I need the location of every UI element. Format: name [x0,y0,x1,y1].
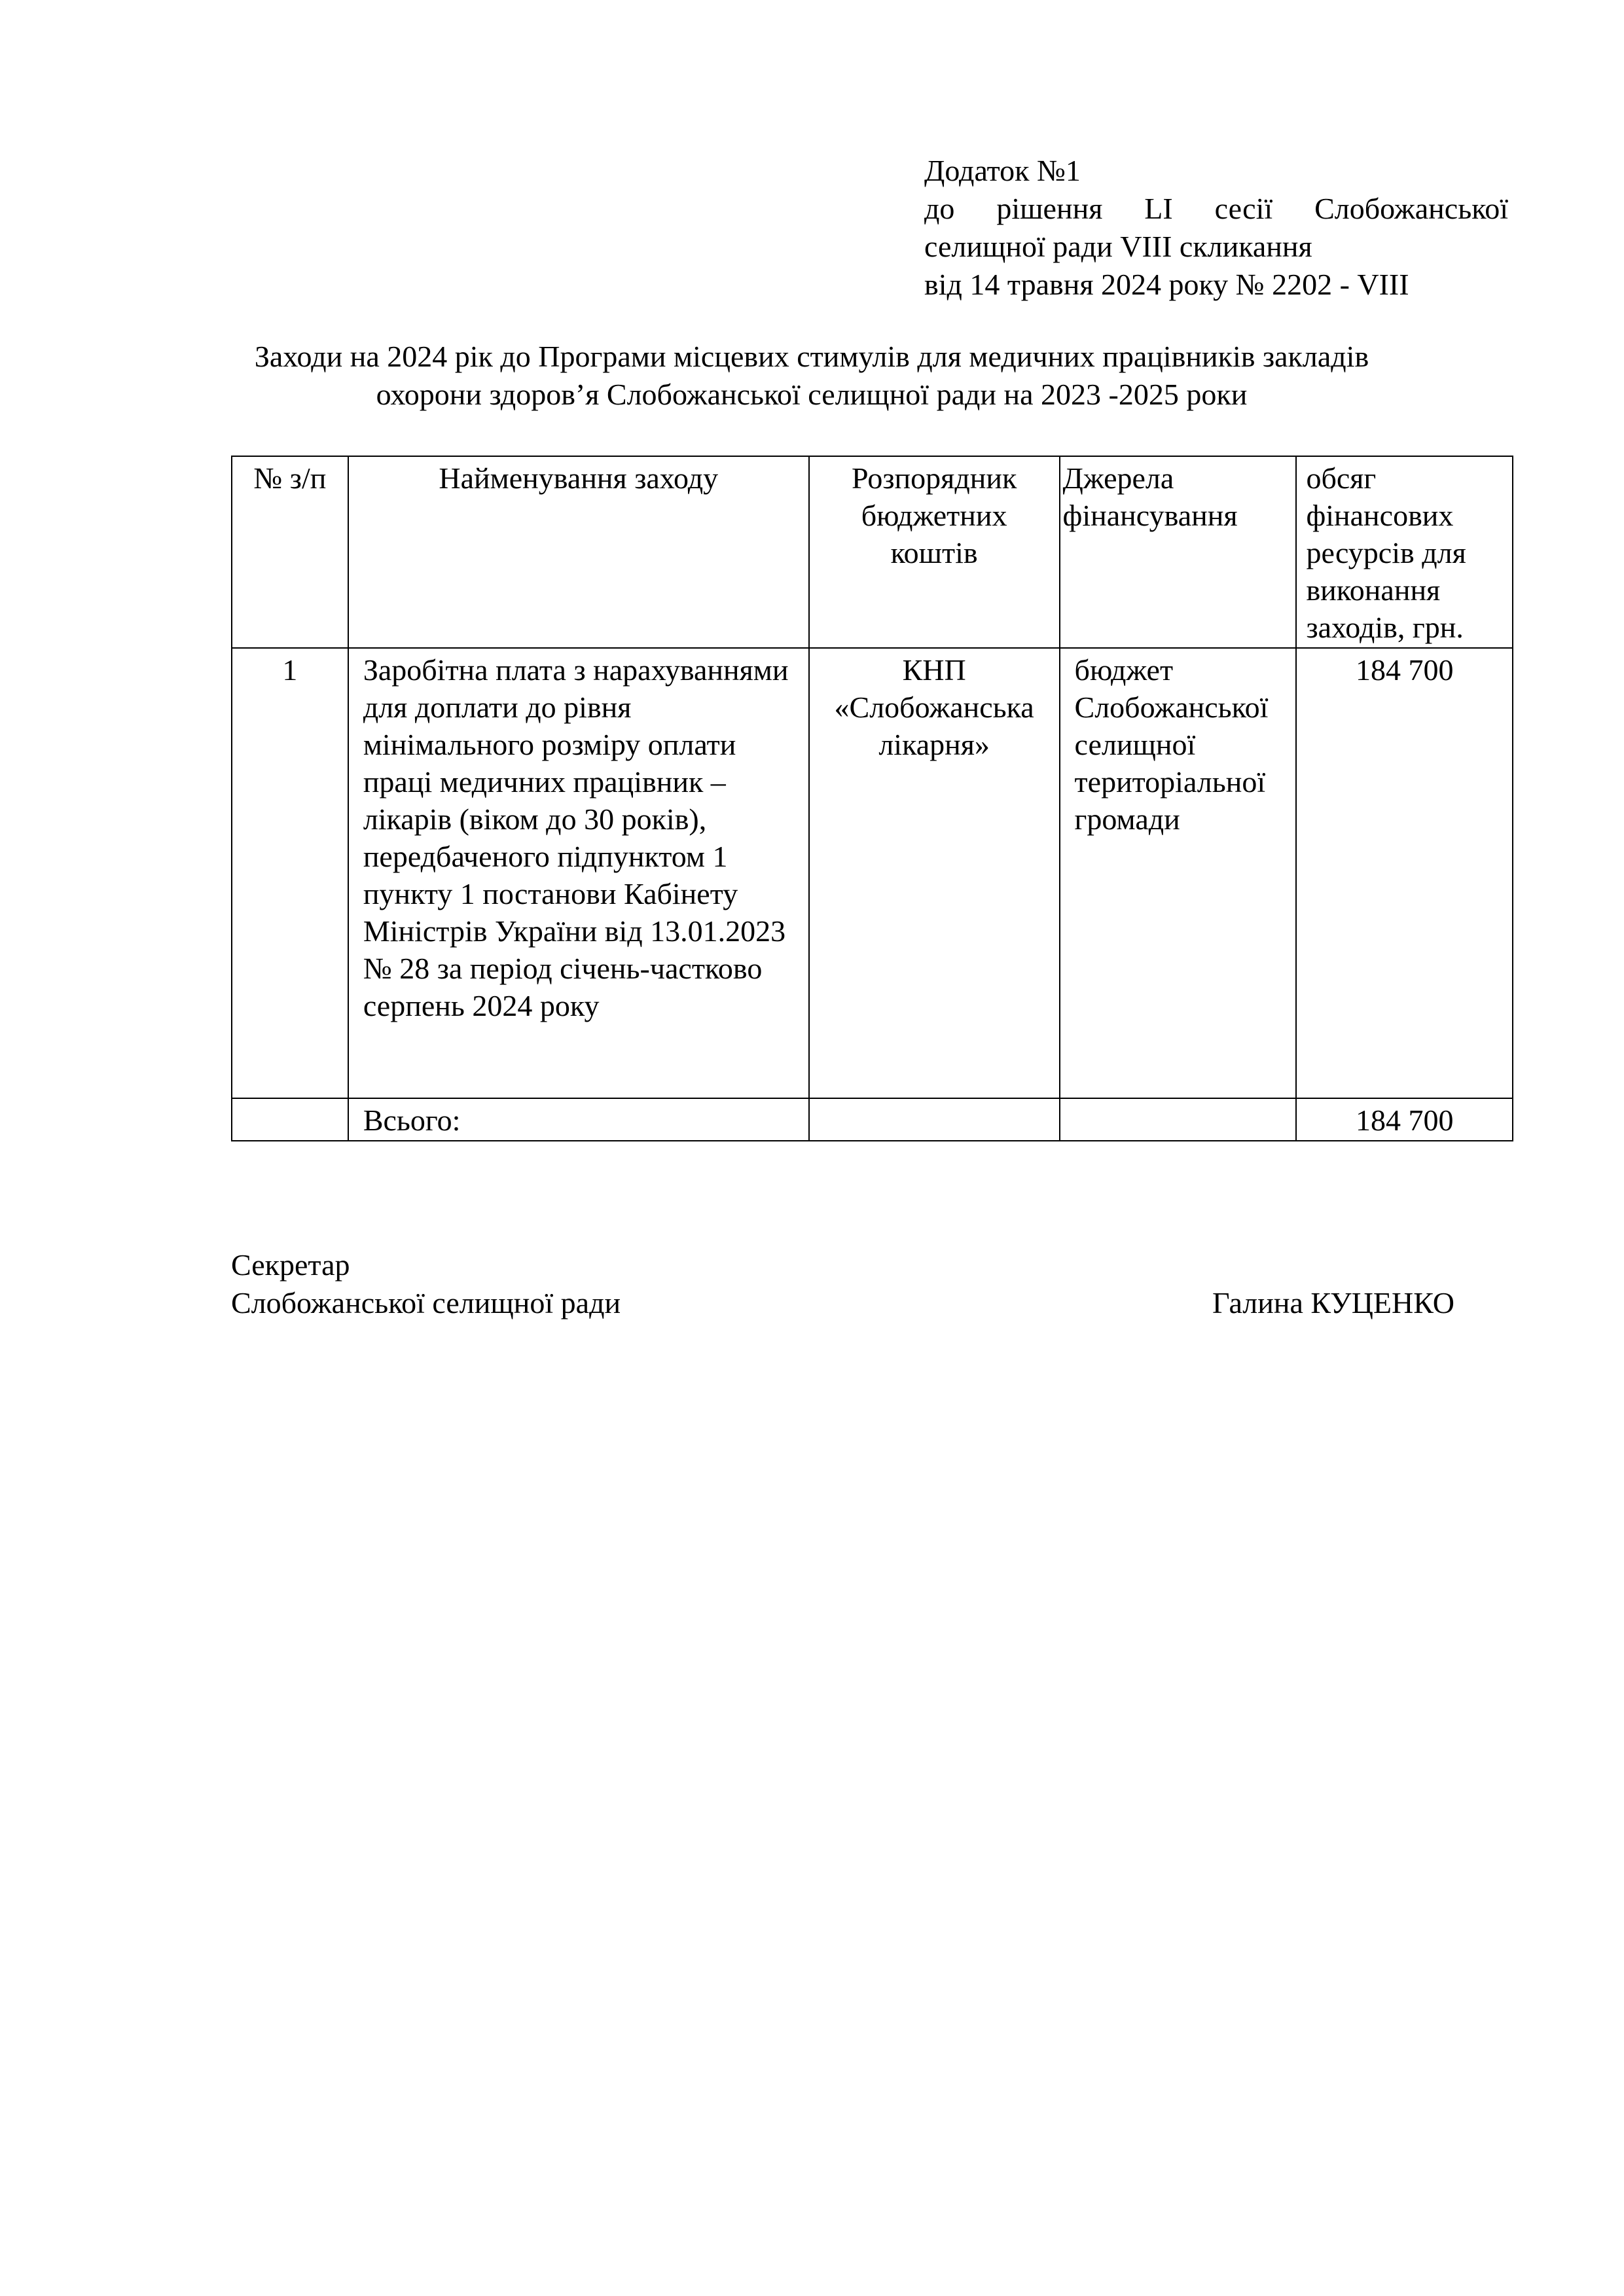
total-empty-manager [809,1098,1060,1141]
header-amount: обсяг фінансових ресурсів для виконання заходів, грн. [1296,456,1513,648]
row-funding-source: бюджет Слобожанської селищної територіальної громади [1060,648,1297,1098]
document-title [196,338,1427,414]
appendix-block [924,152,1508,304]
appendix-title: Додаток №1 [924,154,1081,187]
appendix-date-line: від 14 травня 2024 року № 2202 - VIII [924,268,1409,301]
header-number: № з/п [232,456,348,648]
table-row [232,648,1513,1098]
signature-position-council: Слобожанської селищної ради [231,1286,621,1319]
total-amount: 184 700 [1296,1098,1513,1141]
row-amount: 184 700 [1296,648,1513,1098]
signature-position-title: Секретар [231,1248,350,1282]
row-manager: КНП «Слобожанська лікарня» [809,648,1060,1098]
table-header-row [232,456,1513,648]
row-number: 1 [232,648,348,1098]
header-funding-source: Джерела фінансування [1060,456,1297,648]
appendix-council-line: селищної ради VIII скликання [924,230,1312,263]
document-title-line-1: Заходи на 2024 рік до Програми місцевих стимулів для медичних працівників закладів [254,340,1369,373]
total-empty-number [232,1098,348,1141]
row-measure: Заробітна плата з нарахуваннями для доплати до рівня мінімального розміру оплати праці медичних працівник – лікарів (віком до 30 років), передбаченого підпунктом 1 пункту 1 постанови Кабінету Міністрів України від 13.01.2023 № 28 за період січень-частково серпень 2024 року [348,648,809,1098]
total-label: Всього: [348,1098,809,1141]
measures-table [231,456,1513,1141]
appendix-decision-line: до рішення LI сесії Слобожанської [924,192,1508,225]
signature-position [231,1246,621,1322]
document-title-line-2: охорони здоров’я Слобожанської селищної ради на 2023 -2025 роки [376,378,1248,411]
total-empty-source [1060,1098,1297,1141]
header-measure-name: Найменування заходу [348,456,809,648]
signature-name: Галина КУЦЕНКО [1212,1286,1454,1319]
header-budget-manager: Розпорядник бюджетних коштів [809,456,1060,648]
table-total-row [232,1098,1513,1141]
